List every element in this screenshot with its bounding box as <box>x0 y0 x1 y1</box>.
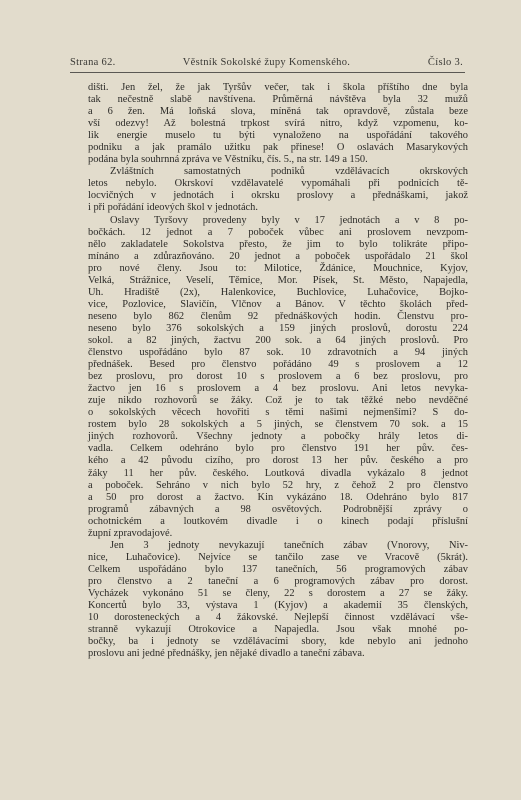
text-line: Velká, Strážnice, Veselí, Těmice, Mor. Písek, St. Město, Napajedla, <box>88 274 468 286</box>
text-line: o sokolských věcech hovořiti s těmi našimi nejmenšími? S do- <box>88 407 468 419</box>
text-line: dišti. Jen žel, že jak Tyršův večer, tak i škola příštího dne byla <box>88 82 468 93</box>
text-line: programů zábavných a 98 osvětových. Podrobnější zprávy o <box>88 503 468 515</box>
issue-number: Číslo 3. <box>427 57 463 68</box>
text-line: zuje nikdo rozhovorů se žáky. Což je to tak těžké nebo nevděčné <box>88 395 468 407</box>
text-line: ochotnickém a loutkovém divadle i o kinech podají příslušní <box>88 515 468 527</box>
text-line: 10 dorosteneckých a 4 žákovské. Nejlepší činnost vzdělávací vše- <box>88 612 468 624</box>
text-line: a 6 žen. Má loňská slova, míněná tak opravdově, zůstala beze <box>88 106 468 118</box>
text-line: Celkem uspořádáno bylo 137 tanečních, 56 programových zábav <box>88 563 468 575</box>
text-line: neseno bylo 376 sokolských a 159 jiných proslovů, dorostu 224 <box>88 322 468 334</box>
text-line: stranně vykazují Otrokovice a Napajedla. Jsou však mnohé po- <box>88 624 468 636</box>
journal-title: Věstník Sokolské župy Komenského. <box>182 57 351 68</box>
text-line: Oslavy Tyršovy provedeny byly v 17 jednotách a v 8 po- <box>110 214 468 226</box>
paragraph <box>88 82 468 166</box>
running-header <box>70 57 463 71</box>
paragraph <box>88 540 468 660</box>
text-line: nice, Luhačovice). Nejvíce se tančilo zase ve Vracově (5krát). <box>88 551 468 563</box>
text-line: žáky 11 her pův. českého. Loutková divadla vykázalo 8 jednot <box>88 467 468 479</box>
text-line: neseno bylo 862 členům 92 přednáškových hodin. Členstvu pro- <box>88 310 468 322</box>
text-line: pro členstvo a 2 taneční a 6 programových zábav pro dorost. <box>88 575 468 587</box>
text-line: locvičných v jednotách i okrsku proslovy a přednáškami, jakož <box>88 190 468 202</box>
text-line: lik energie muselo tu býti vynaloženo na uspořádání takového <box>88 130 468 142</box>
text-line: nělo zakladatele Sokolstva přesto, že jim to bylo tolikráte připo- <box>88 238 468 250</box>
text-line: podána byla souhrnná zpráva ve Věstníku, čís. 5., na str. 149 a 150. <box>88 154 368 166</box>
header-rule <box>70 72 465 73</box>
text-line: podniku a jak pramálo užitku pak přinese! O oslavách Masarykových <box>88 142 468 154</box>
text-line: jiných rozhovorů. Všechny jednoty a pobočky hrály letos di- <box>88 431 468 443</box>
text-line: a 50 pro dorost a žactvo. Kin vykázáno 18. Odehráno bylo 817 <box>88 491 468 503</box>
text-line: i při pořádání ideových škol v jednotách. <box>88 202 258 214</box>
text-line: bočkách. 12 jednot a 7 poboček vůbec ani proslovem nevzpom- <box>88 226 468 238</box>
body-text <box>88 82 468 660</box>
text-line: proslovu ani jedné přednášky, jen nějaké divadlo a taneční zábava. <box>88 648 365 660</box>
text-line: letos nebylo. Okrskoví vzdělavatelé vypomáhali při podnicích tě- <box>88 178 468 190</box>
text-line: Uh. Hradiště (2x), Halenkovice, Buchlovice, Luhačovice, Bojko- <box>88 286 468 298</box>
text-line: členstvo uspořádáno bylo 87 sok. 10 zdravotních a 94 jiných <box>88 347 468 359</box>
text-line: tak nečestně slabě navštívena. Průměrná návštěva byla 32 mužů <box>88 94 468 106</box>
text-line: sokol. a 82 jiných, žactvu 200 sok. a 64 jiných proslovů. Pro <box>88 334 468 346</box>
text-line: vice, Pozlovice, Slavičín, Vlčnov a Bánov. V těchto školách před- <box>88 298 468 310</box>
text-line: bez proslovu, pro dorost 10 s proslovem a 6 bez proslovu, pro <box>88 371 468 383</box>
text-line: přednášek. Besed pro členstvo pořádáno 49 s proslovem a 12 <box>88 359 468 371</box>
paragraph <box>88 166 468 214</box>
paragraph <box>88 215 468 540</box>
text-line: Koncertů bylo 33, výstava 1 (Kyjov) a akademií 35 členských, <box>88 600 468 612</box>
text-line: bočky, ba i jednoty se vzdělávacími sbory, kde nebylo ani jednoho <box>88 636 468 648</box>
page-number: Strana 62. <box>70 57 116 68</box>
text-line: rostem bylo 28 sokolských a 5 jiných, se členstvem 70 sok. a 15 <box>88 419 468 431</box>
text-line: Zvláštních samostatných podniků vzdělávacích okrskových <box>110 166 468 178</box>
text-line: Vycházek vykonáno 51 se členy, 22 s dorostem a 27 se žáky. <box>88 587 468 599</box>
text-line: žactvo jen 16 s proslovem a 4 bez proslovu. Ani letos nevyka- <box>88 383 468 395</box>
text-line: župní zpravodajové. <box>88 527 173 539</box>
text-line: mínáno a zdůrazňováno. 20 jednot a poboček uspořádalo 21 škol <box>88 250 468 262</box>
text-line: a poboček. Sehráno v nich bylo 52 hry, z čehož 2 pro členstvo <box>88 479 468 491</box>
text-line: vadla. Celkem odehráno bylo pro členstvo 191 her pův. čes- <box>88 443 468 455</box>
text-line: kého a 42 původu cizího, pro dorost 13 her pův. českého a pro <box>88 455 468 467</box>
text-line: Jen 3 jednoty nevykazují tanečních zábav (Vnorovy, Niv- <box>110 539 468 551</box>
text-line: vší odezvy! Až bolestná trpkost svírá nitro, když vzpomenu, ko- <box>88 118 468 130</box>
text-line: pro nové členy. Jsou to: Milotice, Ždánice, Mouchnice, Kyjov, <box>88 262 468 274</box>
